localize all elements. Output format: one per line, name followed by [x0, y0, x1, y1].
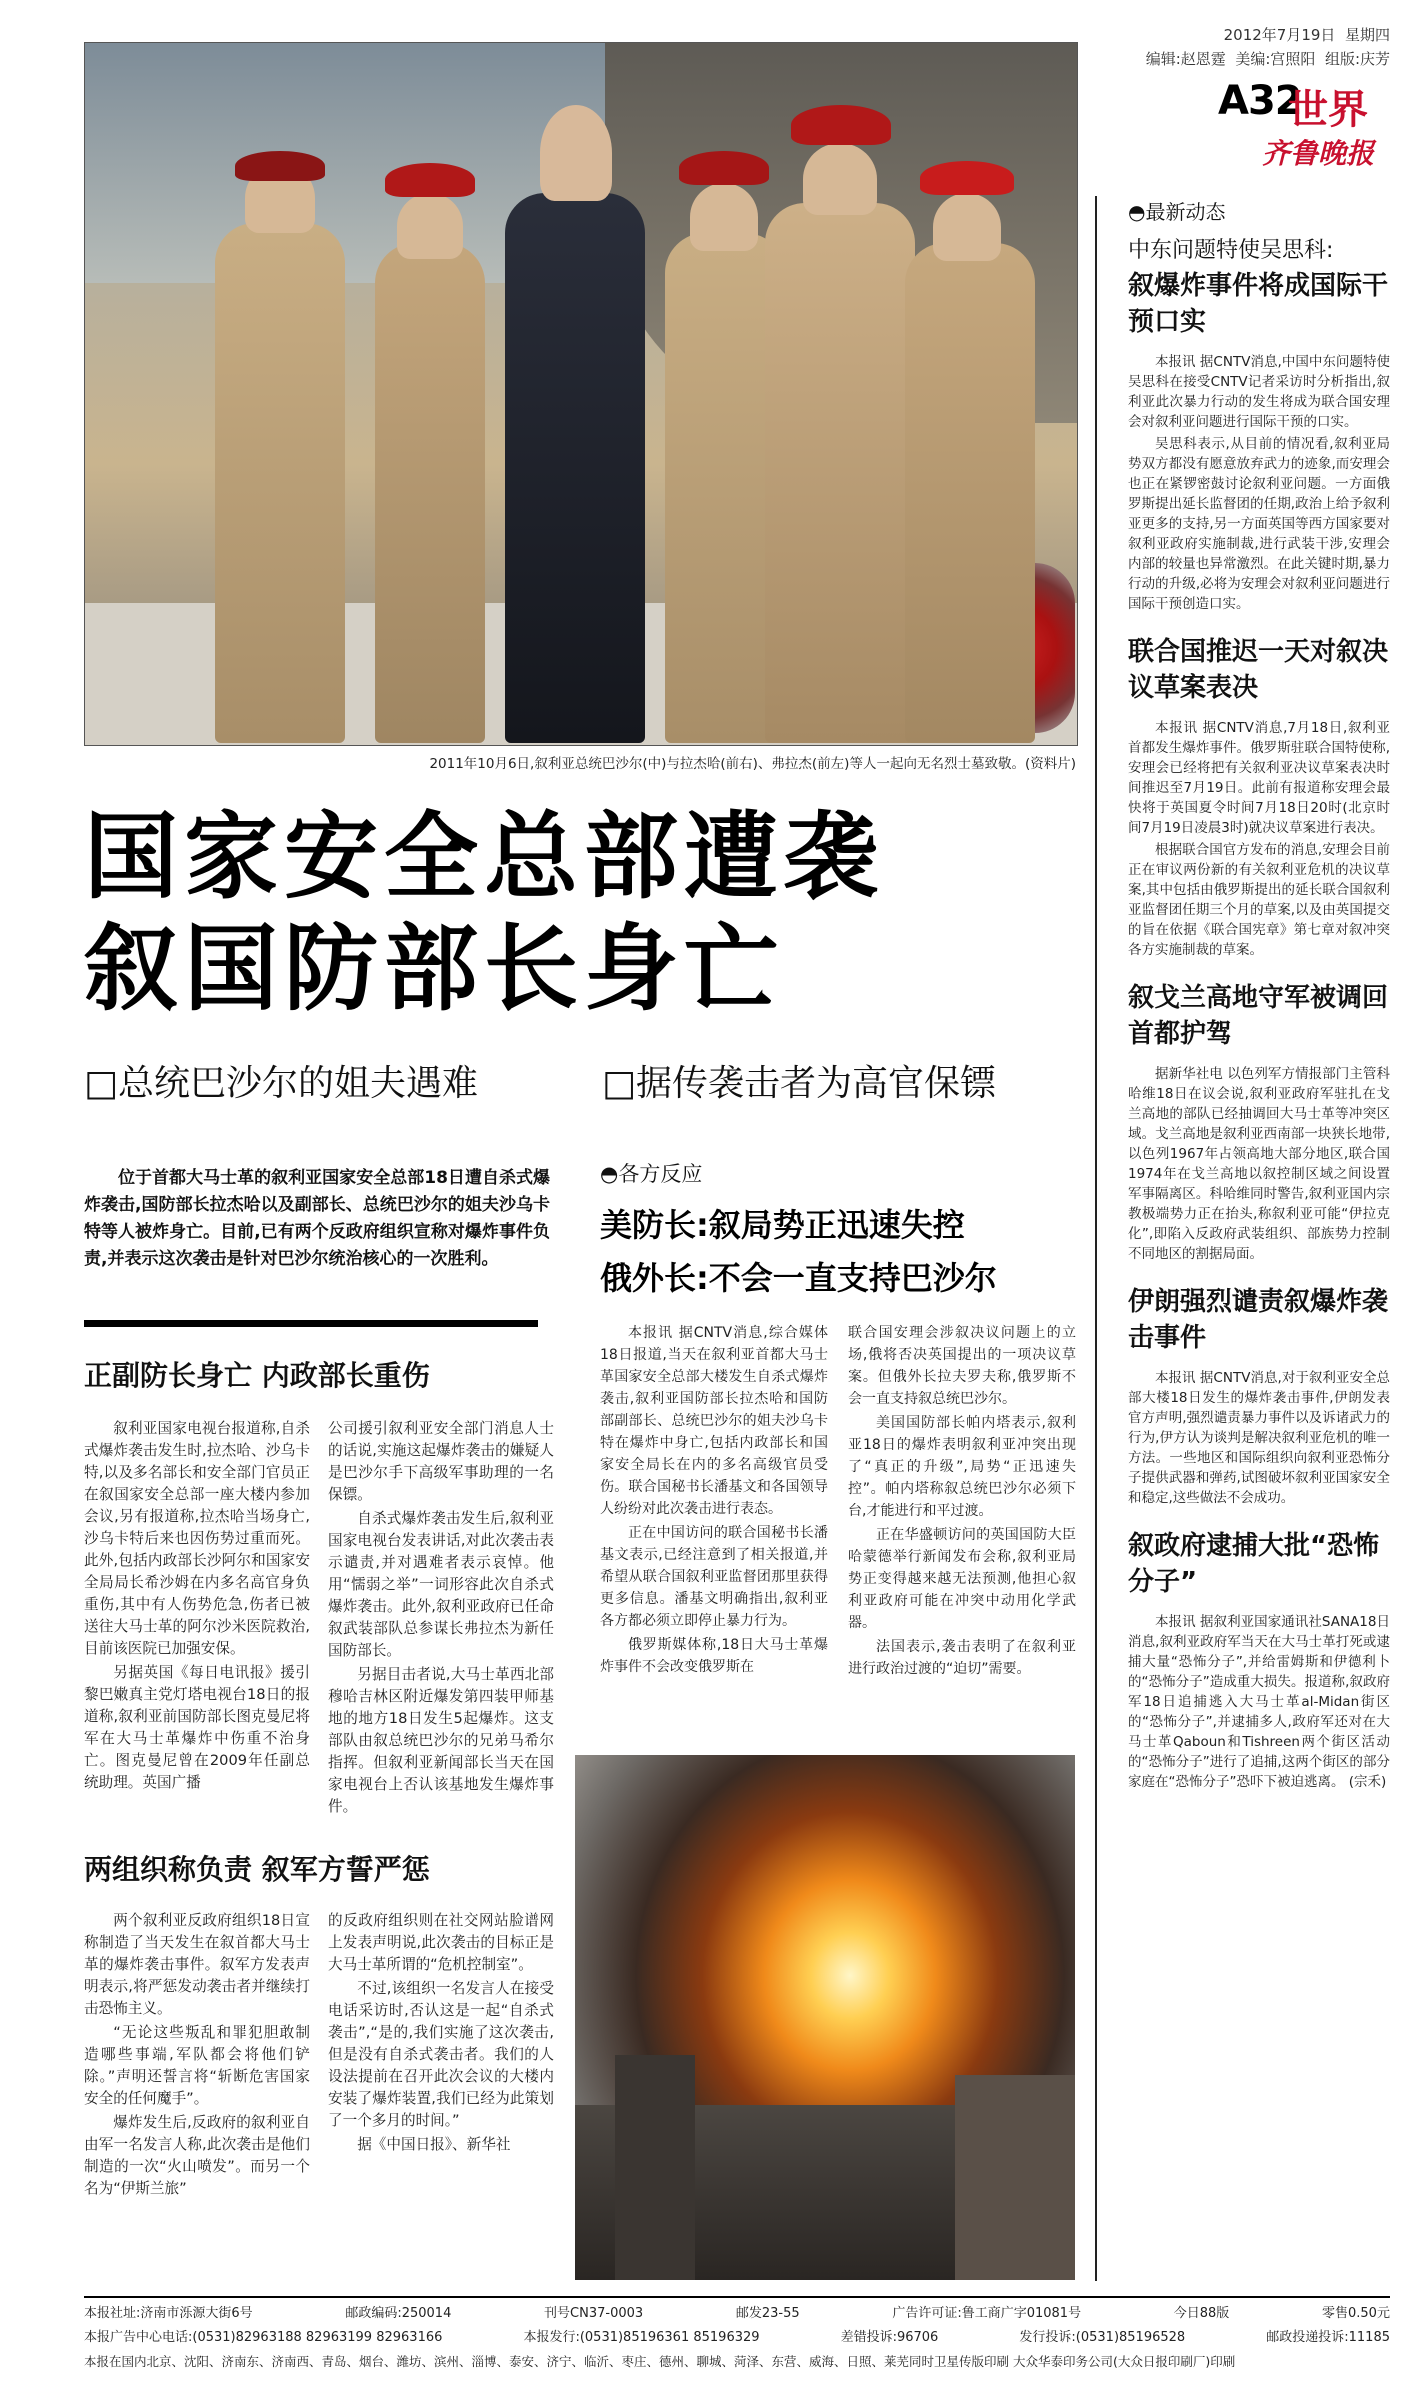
s1-c2-p2: 自杀式爆炸袭击发生后,叙利亚国家电视台发表讲话,对此次袭击表示谴责,并对遇难者表示哀悼。他用“懦弱之举”一词形容此次自杀式爆炸袭击。此外,叙利亚政府已任命叙武装部队总参谋长弗拉杰为新任国防部长。	[328, 1510, 554, 1659]
footer	[84, 2302, 1390, 2374]
footer-distribution: 本报发行:(0531)85196361 85196329	[523, 2330, 760, 2345]
designer-credit: 美编:宫照阳	[1235, 50, 1316, 68]
footer-issn: 刊号CN37-0003	[544, 2306, 644, 2321]
reactions-col1	[600, 1322, 828, 1680]
lead-rule	[84, 1320, 538, 1327]
main-photo	[84, 42, 1078, 746]
footer-errors: 差错投诉:96706	[840, 2330, 939, 2345]
s2-c1-p2: “无论这些叛乱和罪犯胆敢制造哪些事端,军队都会将他们铲除。”声明还誓言将“斩断危害国家安全的任何魔手”。	[84, 2024, 310, 2107]
sidebar-item-1-pre: 中东问题特使吴思科:	[1128, 238, 1334, 263]
footer-address: 本报社址:济南市泺源大街6号	[84, 2306, 253, 2321]
s2-c1-p1: 两个叙利亚反政府组织18日宣称制造了当天发生在叙首都大马士革的爆炸袭击事件。叙军方发表声明表示,将严惩发动袭击者并继续打击恐怖主义。	[84, 1912, 310, 2017]
s1-c1-p1: 叙利亚国家电视台报道称,自杀式爆炸袭击发生时,拉杰哈、沙乌卡特,以及多名部长和安全部门官员正在叙国家安全总部一座大楼内参加会议,另有报道称,拉杰哈当场身亡,沙乌卡特后来也因伤势过重而死。此外,包括内政部长沙阿尔和国家安全局局长希沙姆在内多名高官身负重伤,其中有人伤势危急,伤者已被送往大马士革的阿尔沙米医院救治,目前该医院已加强安保。	[84, 1420, 310, 1657]
s2-c2-p2: 不过,该组织一名发言人在接受电话采访时,否认这是一起“自杀式袭击”,“是的,我们实施了这次袭击,但是没有自杀式袭击者。我们的人设法提前在召开此次会议的大楼内安装了爆炸装置,我们已经为此策划了一个多月的时间。”	[328, 1980, 554, 2129]
section2-col1	[84, 1910, 310, 2202]
footer-rule	[84, 2296, 1390, 2298]
sidebar-item-1	[1128, 233, 1390, 614]
masthead-date	[1165, 24, 1390, 45]
date: 2012年7月19日	[1223, 26, 1336, 44]
sidebar-divider	[1095, 196, 1097, 2281]
reactions-col2	[848, 1322, 1076, 1682]
r-c2-p2: 美国国防部长帕内塔表示,叙利亚18日的爆炸表明叙利亚冲突出现了“真正的升级”,局势“正迅速失控”。帕内塔称叙总统巴沙尔必须下台,才能进行和平过渡。	[848, 1415, 1076, 1519]
sidebar-item-1-title: 叙爆炸事件将成国际干预口实	[1128, 271, 1389, 337]
s1-c1-p2: 另据英国《每日电讯报》援引黎巴嫩真主党灯塔电视台18日的报道称,叙利亚前国防部长图克曼尼将军在大马士革爆炸中伤重不治身亡。图克曼尼曾在2009年任副总统助理。英国广播	[84, 1664, 310, 1791]
sb4-p1: 本报讯 据CNTV消息,对于叙利亚安全总部大楼18日发生的爆炸袭击事件,伊朗发表官方声明,强烈谴责暴力事件以及诉诸武力的行为,伊方认为谈判是解决叙利亚危机的唯一方法。一些地区和国际组织向叙利亚恐怖分子提供武器和弹药,试图破坏叙利亚国家安全和稳定,这些做法不会成功。	[1128, 1370, 1390, 1506]
footer-postcode: 邮政编码:250014	[345, 2306, 452, 2321]
r-c1-p2: 正在中国访问的联合国秘书长潘基文表示,已经注意到了相关报道,并希望从联合国叙利亚监督团那里获得更多信息。潘基文明确指出,叙利亚各方都必须立即停止暴力行为。	[600, 1525, 828, 1629]
headline-line1: 国家安全总部遭袭	[84, 803, 885, 912]
lead-paragraph	[84, 1165, 550, 1275]
sidebar-item-2-title: 联合国推迟一天对叙决议草案表决	[1128, 637, 1389, 703]
r-c2-p1: 联合国安理会涉叙决议问题上的立场,俄将否决英国提出的一项决议草案。但俄外长拉夫罗夫称,俄罗斯不会一直支持叙总统巴沙尔。	[848, 1325, 1076, 1407]
sb1-p1: 本报讯 据CNTV消息,中国中东问题特使吴思科在接受CNTV记者采访时分析指出,叙利亚此次暴力行动的发生将成为联合国安理会对叙利亚问题进行国际干预的口实。	[1128, 354, 1390, 430]
footer-postal: 邮发23-55	[735, 2306, 800, 2321]
r-c2-p3: 正在华盛顿访问的英国国防大臣哈蒙德举行新闻发布会称,叙利亚局势正变得越来越无法预测,他担心叙利亚政府可能在冲突中动用化学武器。	[848, 1527, 1076, 1631]
proof-credit: 组版:庆芳	[1324, 50, 1390, 68]
sidebar-item-4	[1128, 1284, 1390, 1508]
headline-line2: 叙国防部长身亡	[84, 915, 785, 1024]
sidebar-item-5-title: 叙政府逮捕大批“恐怖分子”	[1128, 1531, 1380, 1597]
section2-title: 两组织称负责 叙军方誓严惩	[84, 1853, 430, 1886]
reactions-head1: 美防长:叙局势正迅速失控	[600, 1206, 965, 1244]
footer-row2	[84, 2326, 1390, 2350]
section1-col1	[84, 1418, 310, 1796]
r-c1-p3: 俄罗斯媒体称,18日大马士革爆炸事件不会改变俄罗斯在	[600, 1637, 828, 1675]
sidebar-item-5	[1128, 1528, 1390, 1792]
r-c2-p4: 法国表示,袭击表明了在叙利亚进行政治过渡的“迫切”需要。	[848, 1639, 1076, 1677]
s2-c2-p1: 的反政府组织则在社交网站脸谱网上发表声明说,此次袭击的目标正是大马士革所谓的“危机控制室”。	[328, 1912, 554, 1973]
s1-c2-p1: 公司援引叙利亚安全部门消息人士的话说,实施这起爆炸袭击的嫌疑人是巴沙尔手下高级军事助理的一名保镖。	[328, 1420, 554, 1503]
reactions-label: ◓各方反应	[600, 1162, 703, 1186]
explosion-photo	[575, 1755, 1075, 2280]
sidebar-label: ◓最新动态	[1128, 200, 1226, 224]
section2-col2	[328, 1910, 554, 2158]
sidebar	[1128, 196, 1390, 1794]
sb3-p1: 据新华社电 以色列军方情报部门主管科哈维18日在议会说,叙利亚政府军驻扎在戈兰高地的部队已经抽调回大马士革等冲突区域。戈兰高地是叙利亚西南部一块狭长地带,以色列1967年占领高地大部分地区,联合国1974年在戈兰高地以叙控制区域之间设置军事隔离区。科哈维同时警告,叙利亚国内宗教极端势力正在抬头,称叙利亚可能“伊拉克化”,即陷入反政府武装组织、部族势力控制不同地区的割据局面。	[1128, 1066, 1390, 1262]
s1-c2-p3: 另据目击者说,大马士革西北部穆哈吉林区附近爆发第四装甲师基地的地方18日发生5起爆炸。这支部队由叙总统巴沙尔的兄弟马希尔指挥。但叙利亚新闻部长当天在国家电视台上否认该基地发生爆炸事件。	[328, 1666, 554, 1815]
section1-title: 正副防长身亡 内政部长重伤	[84, 1359, 430, 1392]
sb2-p2: 根据联合国官方发布的消息,安理会目前正在审议两份新的有关叙利亚危机的决议草案,其中包括由俄罗斯提出的延长联合国叙利亚监督团任期三个月的草案,以及由英国提交的旨在依据《联合国宪章》第七章对叙冲突各方实施制裁的草案。	[1128, 842, 1390, 958]
weekday: 星期四	[1344, 26, 1390, 44]
deck-2: □据传袭击者为高官保镖	[602, 1063, 997, 1104]
reactions-head2: 俄外长:不会一直支持巴沙尔	[600, 1259, 997, 1297]
sidebar-item-2	[1128, 634, 1390, 960]
s2-c2-p3: 据《中国日报》、新华社	[357, 2136, 511, 2153]
footer-dist-complaint: 发行投诉:(0531)85196528	[1019, 2330, 1186, 2345]
deck-1: □总统巴沙尔的姐夫遇难	[84, 1063, 479, 1104]
sb2-p1: 本报讯 据CNTV消息,7月18日,叙利亚首都发生爆炸事件。俄罗斯驻联合国特使称,安理会已经将把有关叙利亚决议草案表决时间推迟至7月19日。此前有报道称安理会最快将于英国夏令时间7月18日20时(北京时间7月19日凌晨3时)就决议草案进行表决。	[1128, 720, 1390, 836]
page-number: A32	[1218, 78, 1302, 124]
lead-text: 位于首都大马士革的叙利亚国家安全总部18日遭自杀式爆炸袭击,国防部长拉杰哈以及副部长、总统巴沙尔的姐夫沙乌卡特等人被炸身亡。目前,已有两个反政府组织宣称对爆炸事件负责,并表示这次袭击是针对巴沙尔统治核心的一次胜利。	[84, 1168, 550, 1269]
paper-logo: 齐鲁晚报	[1262, 137, 1375, 170]
footer-license: 广告许可证:鲁工商广字01081号	[892, 2306, 1082, 2321]
footer-row3: 本报在国内北京、沈阳、济南东、济南西、青岛、烟台、潍坊、滨州、淄博、泰安、济宁、临沂、枣庄、德州、聊城、菏泽、东营、威海、日照、莱芜同时卫星传版印刷 大众华泰印务公司(大众日报印刷厂)印刷	[84, 2354, 1236, 2369]
r-c1-p1: 本报讯 据CNTV消息,综合媒体18日报道,当天在叙利亚首都大马士革国家安全总部大楼发生自杀式爆炸袭击,叙利亚国防部长拉杰哈和国防部副部长、总统巴沙尔的姐夫沙乌卡特在爆炸中身亡,包括内政部长和国家安全局长在内的多名高级官员受伤。联合国秘书长潘基文和各国领导人纷纷对此次袭击进行表态。	[600, 1325, 828, 1517]
s2-c1-p3: 爆炸发生后,反政府的叙利亚自由军一名发言人称,此次袭击是他们制造的一次“火山喷发”。而另一个名为“伊斯兰旅”	[84, 2114, 310, 2197]
sidebar-item-3-title: 叙戈兰高地守军被调回首都护驾	[1128, 983, 1389, 1049]
footer-pages: 今日88版	[1173, 2306, 1230, 2321]
section1-col2	[328, 1418, 554, 1820]
footer-ad-phone: 本报广告中心电话:(0531)82963188 82963199 82963166	[84, 2330, 443, 2345]
sidebar-item-4-title: 伊朗强烈谴责叙爆炸袭击事件	[1128, 1287, 1389, 1353]
section-name: 世界	[1288, 87, 1368, 133]
footer-post-complaint: 邮政投递投诉:11185	[1266, 2330, 1390, 2345]
footer-price: 零售0.50元	[1322, 2306, 1390, 2321]
editor-credit: 编辑:赵恩霆	[1145, 50, 1226, 68]
sb1-p2: 吴思科表示,从目前的情况看,叙利亚局势双方都没有愿意放弃武力的迹象,而安理会也正在紧锣密鼓讨论叙利亚问题。一方面俄罗斯提出延长监督团的任期,政治上给予叙利亚更多的支持,另一方面英国等西方国家要对叙利亚政府实施制裁,进行武装干涉,安理会内部的较量也异常激烈。在此关键时期,暴力行动的升级,必将为安理会对叙利亚问题进行国际干预创造口实。	[1128, 436, 1390, 612]
masthead-credits	[1110, 48, 1390, 69]
photo-caption: 2011年10月6日,叙利亚总统巴沙尔(中)与拉杰哈(前右)、弗拉杰(前左)等人一起向无名烈士墓致敬。(资料片)	[429, 756, 1076, 772]
sidebar-item-3	[1128, 980, 1390, 1264]
footer-row1	[84, 2302, 1390, 2326]
sb5-p1: 本报讯 据叙利亚国家通讯社SANA18日消息,叙利亚政府军当天在大马士革打死或逮捕大量“恐怖分子”,并给雷姆斯和伊德利卜的“恐怖分子”造成重大损失。报道称,叙政府军18日追捕逃入大马士革al-Midan街区的“恐怖分子”,并逮捕多人,政府军还对在大马士革Qaboun和Tishreen两个街区活动的“恐怖分子”进行了追捕,这两个街区的部分家庭在“恐怖分子”恐吓下被迫逃离。 (宗禾)	[1128, 1614, 1390, 1790]
